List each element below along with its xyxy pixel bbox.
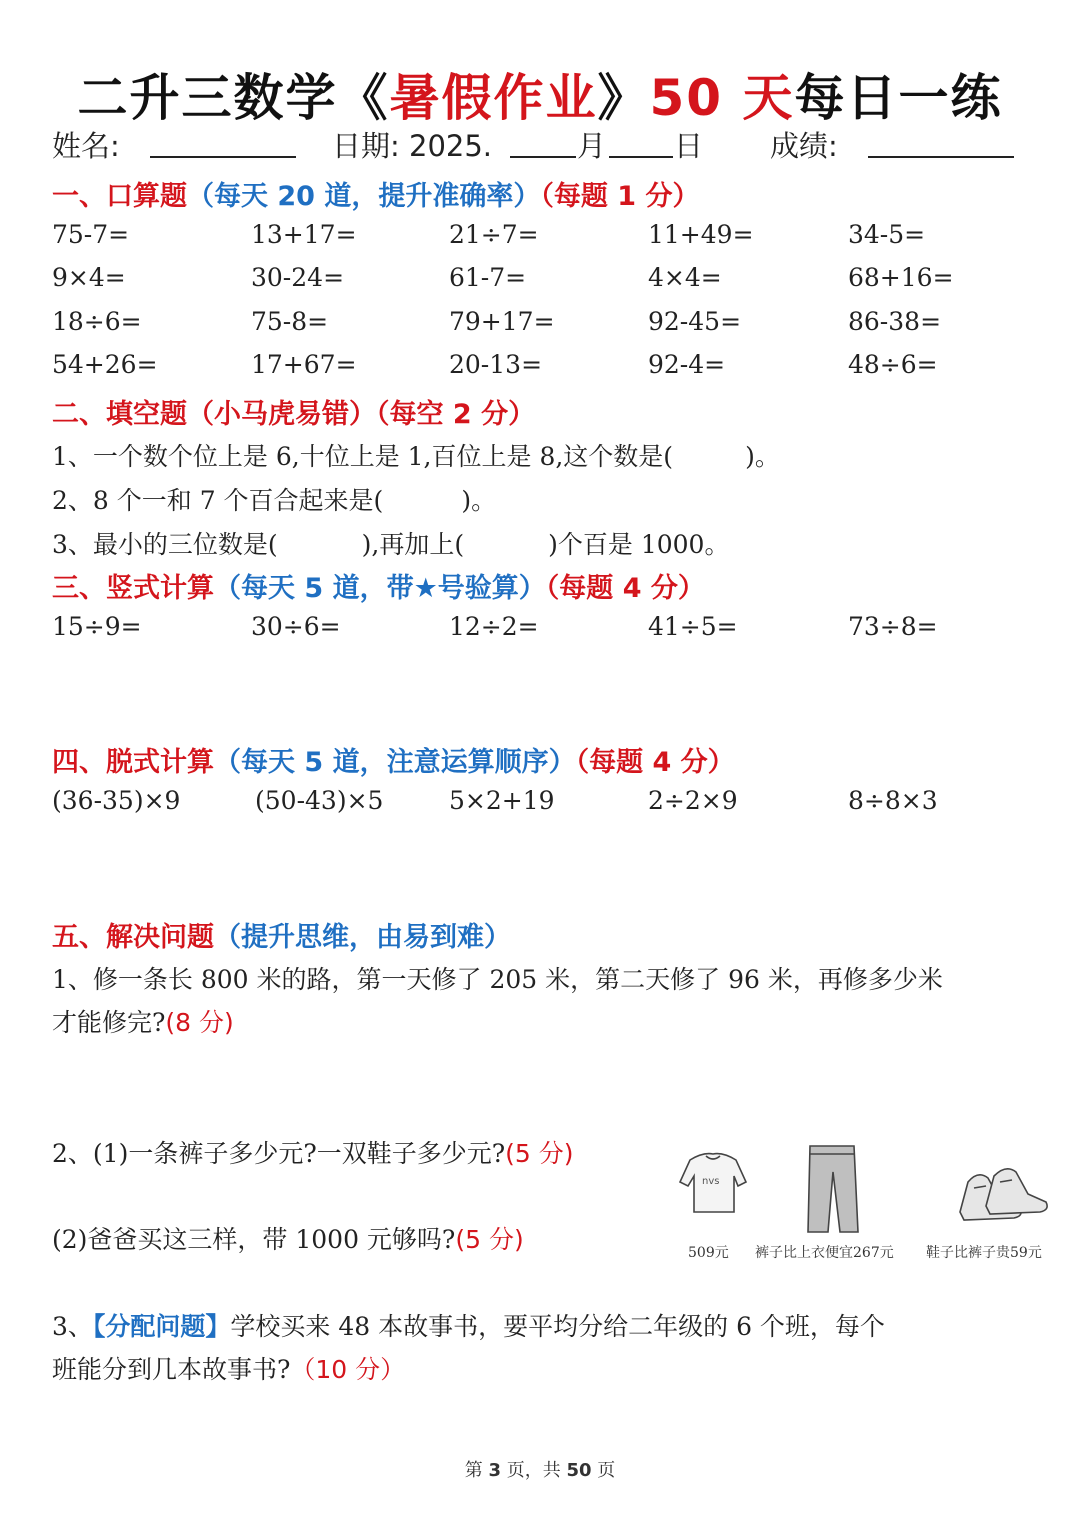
day-blank[interactable] bbox=[609, 130, 673, 158]
fill-blank-q3: 3、最小的三位数是( ),再加上( )个百是 1000。 bbox=[52, 530, 730, 559]
mental-math-row bbox=[52, 307, 1052, 343]
month-label: 月 bbox=[577, 129, 607, 163]
problem: 68+16= bbox=[848, 263, 954, 292]
word-problem-2-part1: 2、(1)一条裤子多少元?一双鞋子多少元?(5 分) bbox=[52, 1139, 574, 1168]
section2-heading: 二、填空题（小马虎易错）（每空 2 分） bbox=[52, 399, 536, 430]
caption-pants-price: 裤子比上衣便宜267元 bbox=[755, 1245, 894, 1261]
pants-icon bbox=[808, 1146, 858, 1232]
problem: 92-4= bbox=[648, 350, 726, 379]
sweater-icon bbox=[680, 1154, 746, 1212]
section3-heading: 三、竖式计算（每天 5 道，带★号验算）（每题 4 分） bbox=[52, 573, 705, 604]
score-blank[interactable] bbox=[868, 130, 1014, 158]
mental-math-row bbox=[52, 350, 1052, 386]
problem: 92-45= bbox=[648, 307, 742, 336]
score-label: 成绩: bbox=[770, 129, 838, 163]
problem: (36-35)×9 bbox=[52, 786, 181, 815]
problem: 75-7= bbox=[52, 220, 130, 249]
page-title: 二升三数学《暑假作业》50 天每日一练 bbox=[77, 69, 1003, 127]
page-footer: 第 3 页，共 50 页 bbox=[464, 1460, 616, 1481]
problem: (50-43)×5 bbox=[255, 786, 384, 815]
problem: 18÷6= bbox=[52, 307, 142, 336]
problem: 4×4= bbox=[648, 263, 722, 292]
problem: 17+67= bbox=[251, 350, 357, 379]
section5-heading: 五、解决问题（提升思维，由易到难） bbox=[52, 922, 511, 953]
problem: 34-5= bbox=[848, 220, 926, 249]
problem: 12÷2= bbox=[449, 612, 539, 641]
problem: 75-8= bbox=[251, 307, 329, 336]
name-label: 姓名: bbox=[52, 129, 120, 163]
vertical-calc-row bbox=[52, 612, 1052, 648]
problem: 11+49= bbox=[648, 220, 754, 249]
problem: 15÷9= bbox=[52, 612, 142, 641]
word-problem-3-line2: 班能分到几本故事书?（10 分） bbox=[52, 1355, 406, 1384]
caption-shoes-price: 鞋子比裤子贵59元 bbox=[926, 1245, 1042, 1261]
section1-heading: 一、口算题（每天 20 道，提升准确率）（每题 1 分） bbox=[52, 181, 700, 212]
word-problem-2-part2: (2)爸爸买这三样，带 1000 元够吗?(5 分) bbox=[52, 1225, 524, 1254]
problem: 48÷6= bbox=[848, 350, 938, 379]
problem-tag: 【分配问题】 bbox=[92, 1312, 231, 1341]
shoes-icon bbox=[960, 1169, 1047, 1220]
problem: 73÷8= bbox=[848, 612, 938, 641]
problem: 13+17= bbox=[251, 220, 357, 249]
name-blank[interactable] bbox=[150, 130, 296, 158]
problem: 8÷8×3 bbox=[848, 786, 938, 815]
word-problem-1-line2: 才能修完?(8 分) bbox=[52, 1008, 234, 1037]
problem: 41÷5= bbox=[648, 612, 738, 641]
caption-sweater-price: 509元 bbox=[688, 1245, 729, 1261]
problem: 54+26= bbox=[52, 350, 158, 379]
date-label: 日期: 2025. bbox=[332, 129, 493, 163]
problem: 5×2+19 bbox=[449, 786, 555, 815]
clothing-illustrations bbox=[668, 1142, 1054, 1242]
svg-text:nvs: nvs bbox=[702, 1176, 720, 1187]
mental-math-row bbox=[52, 263, 1052, 299]
problem: 20-13= bbox=[449, 350, 543, 379]
section4-heading: 四、脱式计算（每天 5 道，注意运算顺序）（每题 4 分） bbox=[52, 747, 735, 778]
problem: 86-38= bbox=[848, 307, 942, 336]
problem: 30-24= bbox=[251, 263, 345, 292]
problem: 61-7= bbox=[449, 263, 527, 292]
mental-math-row bbox=[52, 220, 1052, 256]
word-problem-3-line1: 3、【分配问题】学校买来 48 本故事书，要平均分给二年级的 6 个班，每个 bbox=[52, 1312, 885, 1341]
problem: 21÷7= bbox=[449, 220, 539, 249]
month-blank[interactable] bbox=[510, 130, 576, 158]
problem: 9×4= bbox=[52, 263, 126, 292]
fill-blank-q2: 2、8 个一和 7 个百合起来是( )。 bbox=[52, 486, 497, 515]
step-calc-row bbox=[52, 786, 1052, 822]
word-problem-1-line1: 1、修一条长 800 米的路，第一天修了 205 米，第二天修了 96 米，再修多少米 bbox=[52, 965, 943, 994]
problem: 79+17= bbox=[449, 307, 555, 336]
fill-blank-q1: 1、一个数个位上是 6,十位上是 1,百位上是 8,这个数是( )。 bbox=[52, 442, 780, 471]
problem: 30÷6= bbox=[251, 612, 341, 641]
student-info-row bbox=[52, 124, 1022, 164]
day-label: 日 bbox=[674, 129, 704, 163]
problem: 2÷2×9 bbox=[648, 786, 738, 815]
